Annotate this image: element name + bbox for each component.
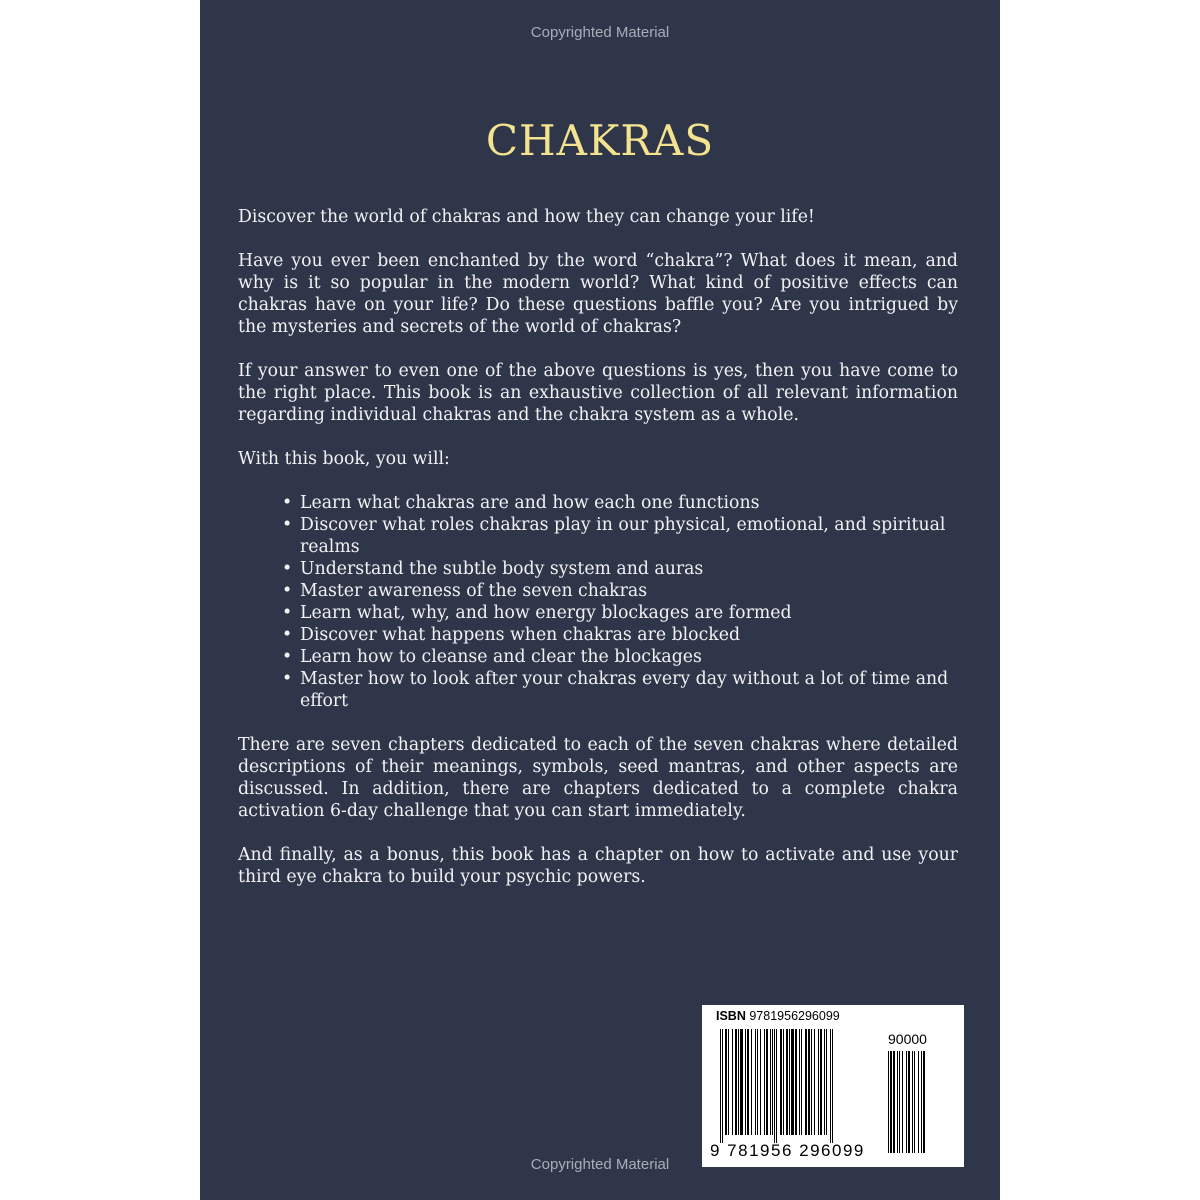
barcode-bar [814,1029,815,1135]
book-back-cover [200,0,1000,1200]
barcode-bar [725,1029,727,1135]
barcode-bar [791,1029,794,1135]
paragraph-intro: Discover the world of chakras and how they can change your life! [238,207,815,227]
barcode-bar [780,1029,782,1135]
list-item: • Learn what, why, and how energy blockages are formed [282,602,958,624]
barcode-bar [908,1051,910,1153]
barcode-bar [826,1029,827,1135]
barcode-bar [786,1029,788,1135]
barcode-bar [745,1029,746,1135]
barcode-bar [923,1051,925,1153]
barcode-bar [751,1029,752,1135]
paragraph-answer: If your answer to even one of the above questions is yes, then you have come to the right place. This book is an exhaustive collection of all relevant information regarding individual chakras and the chakra system as a whole. [238,361,958,425]
barcode-bar [735,1029,737,1135]
blurb [238,206,958,910]
barcode-bar [755,1029,756,1135]
barcode-bar [795,1029,797,1135]
isbn-barcode [702,1005,964,1167]
barcode-bar [890,1051,892,1153]
barcode-bar [899,1051,900,1153]
barcode-bar [766,1029,768,1135]
isbn-text [716,1009,840,1023]
barcode-bar [914,1051,915,1153]
barcode-bar [732,1029,733,1135]
list-item: • Master how to look after your chakras every day without a lot of time and effort [282,668,958,712]
barcode-bar [832,1029,833,1143]
barcode-bar [888,1051,889,1153]
benefits-list [238,492,958,712]
barcode-bar [824,1029,825,1135]
barcode-bar [805,1029,807,1135]
list-item: • Discover what happens when chakras are blocked [282,624,958,646]
addon-barcode-bars [888,1051,958,1161]
barcode-bar [921,1051,922,1153]
barcode-bar [728,1029,729,1135]
barcode-bar [774,1029,775,1143]
list-item: • Understand the subtle body system and auras [282,558,958,580]
barcode-bar [770,1029,771,1135]
paragraph-chapters: There are seven chapters dedicated to each of the seven chakras where detailed descriptions of their meanings, symbols, seed mantras, and other aspects are discussed. In addition, there are chapters dedicated to a complete chakra activation 6-day challenge that you can start immediately. [238,735,958,821]
barcode-bar [912,1051,913,1153]
isbn-number: 9781956296099 [749,1009,840,1023]
list-item: • Discover what roles chakras play in our physical, emotional, and spiritual realms [282,514,958,558]
barcode-bar [893,1051,895,1153]
paragraph-list-intro: With this book, you will: [238,449,450,469]
barcode-bar [760,1029,761,1135]
barcode-bar [764,1029,765,1135]
barcode-bar [747,1029,749,1135]
paragraph-bonus: And finally, as a bonus, this book has a chapter on how to activate and use your third eye chakra to build your psychic powers. [238,845,958,887]
barcode-bar [820,1029,822,1135]
list-item: • Learn how to cleanse and clear the blockages [282,646,958,668]
barcode-bar [801,1029,802,1135]
list-item: • Master awareness of the seven chakras [282,580,958,602]
book-title: CHAKRAS [485,116,715,166]
watermark-top: Copyrighted Material [530,24,670,41]
barcode-bar [776,1029,777,1143]
barcode-bar [738,1029,739,1135]
barcode-bar [918,1051,919,1153]
barcode-digits: 9 781956 296099 [710,1141,865,1160]
barcode-bar [720,1029,721,1143]
isbn-label: ISBN [716,1009,746,1023]
barcode-bar [783,1029,784,1135]
barcode-bar [897,1051,898,1153]
price-code: 90000 [888,1031,927,1047]
barcode-bar [772,1029,773,1135]
watermark-bottom: Copyrighted Material [530,1156,670,1173]
barcode-bar [757,1029,758,1135]
barcode-bars [720,1029,872,1143]
barcode-bar [818,1029,819,1135]
barcode-bar [902,1051,903,1153]
paragraph-questions: Have you ever been enchanted by the word “chakra”? What does it mean, and why is it so popular in the modern world? What kind of positive effects can chakras have on your life? Do these questions baffle you? Are you intrigued by the mysteries and secrets of the world of chakras? [238,251,958,337]
list-item: • Learn what chakras are and how each one functions [282,492,958,514]
barcode-bar [811,1029,812,1135]
barcode-bar [799,1029,800,1135]
barcode-bar [789,1029,790,1135]
barcode-bar [906,1051,907,1153]
barcode-bar [808,1029,810,1135]
barcode-bar [830,1029,831,1143]
barcode-bar [722,1029,723,1143]
barcode-bar [740,1029,743,1135]
